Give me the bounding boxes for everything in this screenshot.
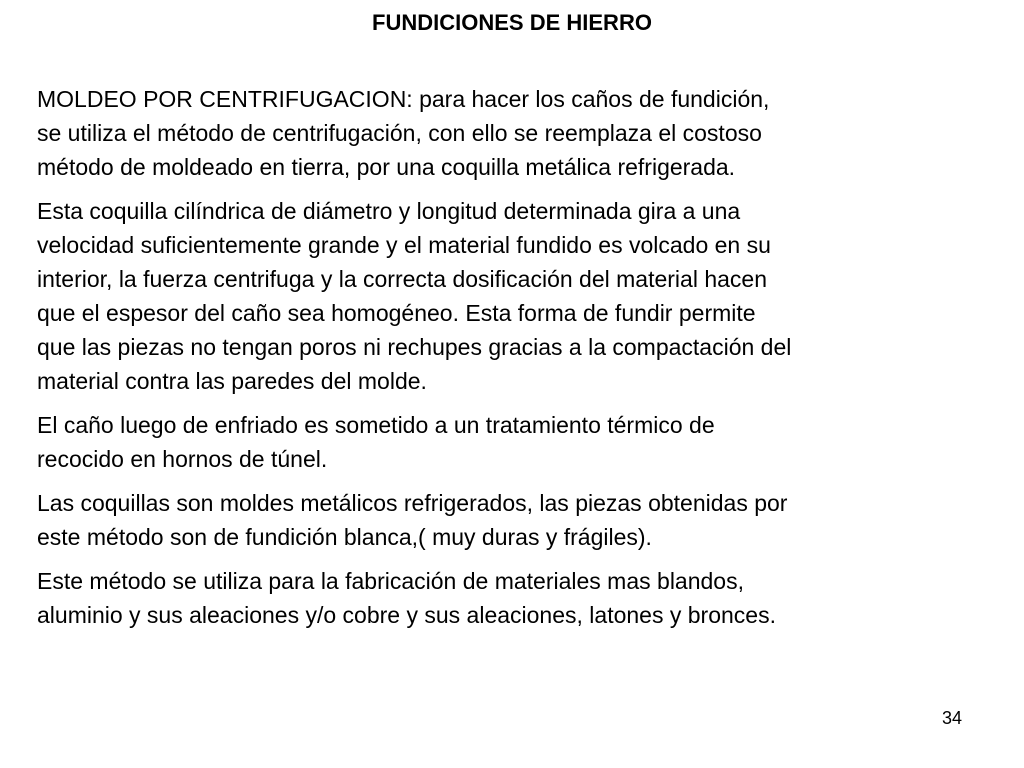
paragraph-heat-treatment: El caño luego de enfriado es sometido a un tratamiento térmico de recocido en hornos de túnel.: [37, 412, 715, 472]
paragraph-centrifugal-molding: MOLDEO POR CENTRIFUGACION: para hacer los caños de fundición, se utiliza el método de centrifugación, con ello se reemplaza el costoso método de moldeado en tierra, por una coquilla metálica refrigerada.: [37, 86, 770, 180]
slide-body: [37, 82, 987, 642]
paragraph-metal-molds: Las coquillas son moldes metálicos refrigerados, las piezas obtenidas por este método son de fundición blanca,( muy duras y frágiles).: [37, 490, 788, 550]
slide-title: FUNDICIONES DE HIERRO: [372, 10, 652, 35]
paragraph-applications: Este método se utiliza para la fabricación de materiales mas blandos, aluminio y sus aleaciones y/o cobre y sus aleaciones, latones y bronces.: [37, 568, 776, 628]
paragraph-cylindrical-mold: Esta coquilla cilíndrica de diámetro y longitud determinada gira a una velocidad suficientemente grande y el material fundido es volcado en su interior, la fuerza centrifuga y la correcta dosificación del material hacen que el espesor del caño sea homogéneo. Esta forma de fundir permite que las piezas no tengan poros ni rechupes gracias a la compactación del material contra las paredes del molde.: [37, 198, 792, 394]
page-number: 34: [941, 708, 962, 728]
